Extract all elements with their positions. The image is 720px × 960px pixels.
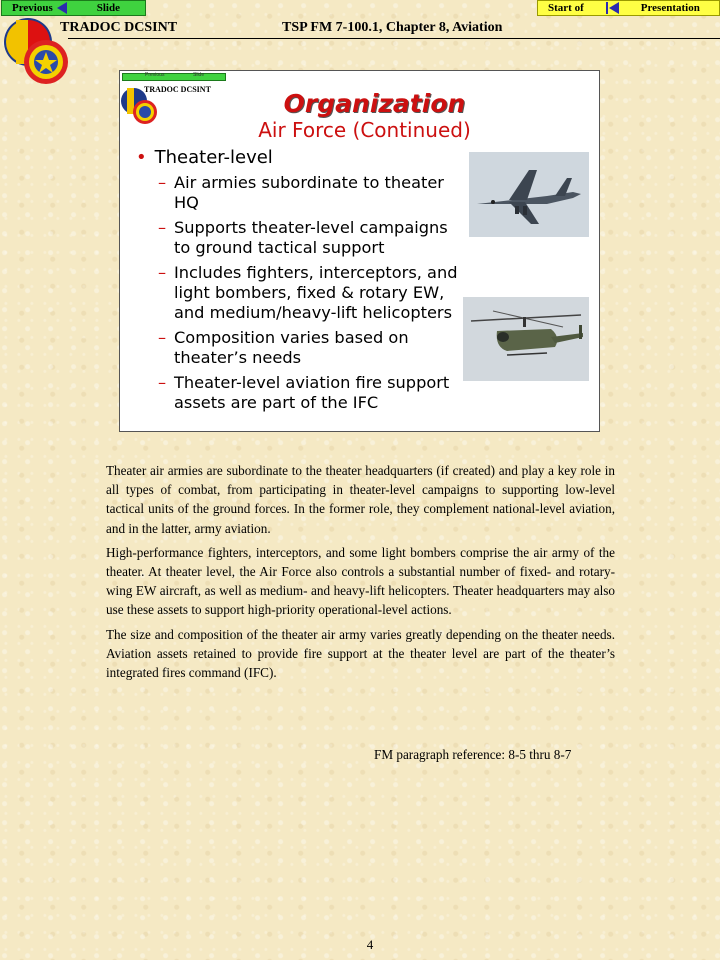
slide-title: Organization <box>283 89 466 118</box>
mini-nav-slide: Slide <box>193 72 205 78</box>
page-number: 4 <box>366 937 374 952</box>
notes-paragraph: Theater air armies are subordinate to the theater headquarters (if created) and play a key role in all types of combat, from participating in theater-level campaigns to supporting low-level tactical units of the ground forces. In the former role, they complement national-level aviation, and in the latter, army aviation. <box>106 463 615 536</box>
list-item-text: Includes fighters, interceptors, and light bombers, fixed & rotary EW, and medium/heavy-lift helicopters <box>174 263 458 322</box>
previous-label: Previous <box>12 2 53 14</box>
dash-icon: – <box>158 263 167 282</box>
header-org: TRADOC DCSINT <box>60 20 178 35</box>
slide-label: Slide <box>96 2 120 14</box>
mini-nav-previous: Previous <box>145 72 165 78</box>
list-item <box>158 218 468 258</box>
bullet-text: Theater-level <box>154 147 273 168</box>
first-slide-bar-icon <box>606 2 608 14</box>
list-item-text: Theater-level aviation fire support assets are part of the IFC <box>174 373 450 412</box>
previous-slide-button[interactable] <box>1 0 146 16</box>
presentation-label: Presentation <box>640 2 700 14</box>
start-of-label: Start of <box>548 2 584 14</box>
slide-bullet <box>136 147 273 168</box>
header-divider <box>68 38 720 39</box>
list-item-text: Supports theater-level campaigns to ground tactical support <box>174 218 448 257</box>
arrow-left-icon <box>57 2 67 14</box>
header-title: TSP FM 7-100.1, Chapter 8, Aviation <box>282 20 503 35</box>
notes-paragraph: The size and composition of the theater air army varies greatly depending on the theater needs. Aviation assets retained to provide fire support at the theater level are part of the theater’s integrated fires command (IFC). <box>106 626 615 681</box>
slide-subitems <box>158 173 468 418</box>
arrow-left-icon <box>609 2 619 14</box>
slide-org: TRADOC DCSINT <box>144 85 211 94</box>
fm-paragraph-reference: FM paragraph reference: 8-5 thru 8-7 <box>374 747 572 762</box>
dash-icon: – <box>158 218 167 237</box>
notes-text <box>106 461 615 687</box>
list-item <box>158 263 468 323</box>
list-item-text: Composition varies based on theater’s needs <box>174 328 409 367</box>
start-of-presentation-button[interactable] <box>537 0 720 16</box>
jet-aircraft-image <box>469 152 589 237</box>
bullet-dot-icon: • <box>136 147 147 168</box>
slide-subtitle: Air Force (Continued) <box>258 118 471 142</box>
slide-thumbnail <box>119 70 600 432</box>
list-item-text: Air armies subordinate to theater HQ <box>174 173 444 212</box>
helicopter-image <box>463 297 589 381</box>
mini-nav-bar <box>122 73 226 81</box>
list-item <box>158 373 468 413</box>
notes-paragraph: High-performance fighters, interceptors, and some light bombers comprise the air army of the theater. At theater level, the Air Force also controls a substantial number of fixed- and rotary-wing EW aircraft, as well as medium- and heavy-lift helicopters. Theater headquarters may also use these assets to support high-priority operational-level actions. <box>106 544 615 618</box>
dash-icon: – <box>158 328 167 347</box>
list-item <box>158 173 468 213</box>
list-item <box>158 328 468 368</box>
dash-icon: – <box>158 373 167 392</box>
dash-icon: – <box>158 173 167 192</box>
